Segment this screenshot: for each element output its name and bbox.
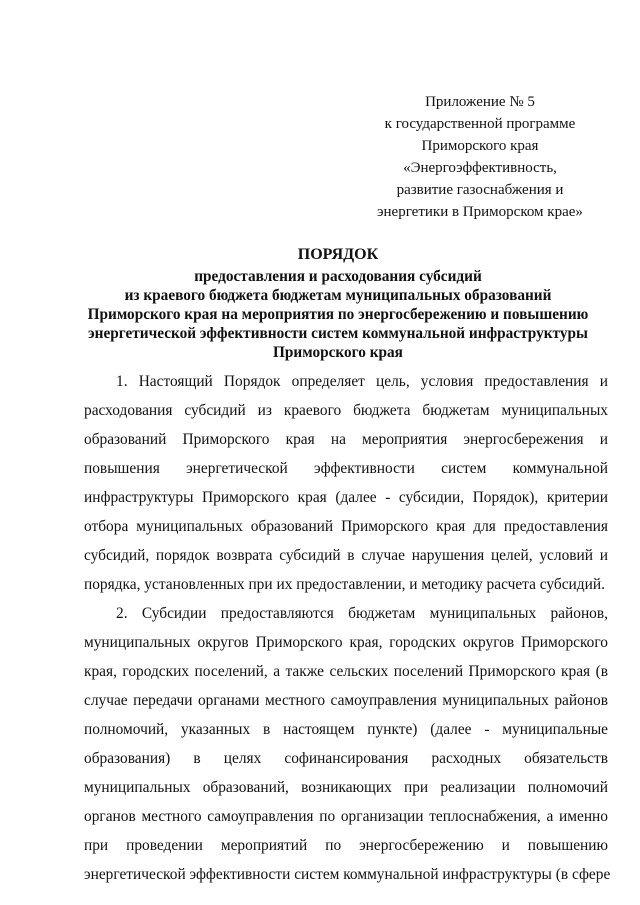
appendix-line-3: Приморского края <box>421 138 539 154</box>
paragraph-line: инфраструктуры Приморского края (далее - субсидии, Порядок), критерии <box>84 489 608 506</box>
paragraph-line: расходования субсидий из краевого бюджета бюджетам муниципальных <box>84 402 608 419</box>
paragraph-line: 1. Настоящий Порядок определяет цель, условия предоставления и <box>116 373 608 390</box>
paragraph-line: энергетической эффективности систем коммунальной инфраструктуры (в сфере <box>84 866 611 883</box>
paragraph-line: 2. Субсидии предоставляются бюджетам муниципальных районов, <box>116 605 608 622</box>
appendix-line-2: к государственной программе <box>384 116 576 132</box>
paragraph-line: муниципальных округов Приморского края, городских округов Приморского <box>84 634 608 651</box>
paragraph-line: случае передачи органами местного самоуправления муниципальных районов <box>84 692 608 709</box>
paragraph-line: образований Приморского края на мероприятия энергосбережения и <box>84 431 608 448</box>
title-main: ПОРЯДОК <box>297 246 379 263</box>
paragraph-line: края, городских поселений, а также сельских поселений Приморского края (в <box>84 663 608 680</box>
paragraph-line: при проведении мероприятий по энергосбережению и повышению <box>84 837 608 854</box>
appendix-line-5: развитие газоснабжения и <box>396 182 564 198</box>
title-line-5: Приморского края <box>273 344 403 361</box>
document-body <box>84 367 611 889</box>
title-line-4: энергетической эффективности систем коммунальной инфраструктуры <box>88 325 588 342</box>
paragraph-line: субсидий, порядок возврата субсидий в случае нарушения целей, условий и <box>84 547 608 564</box>
appendix-line-1: Приложение № 5 <box>425 94 535 110</box>
title-line-1: предоставления и расходования субсидий <box>194 268 482 285</box>
document-title <box>40 243 636 362</box>
title-line-3: Приморского края на мероприятия по энергосбережению и повышению <box>87 306 589 323</box>
appendix-line-4: «Энергоэффективность, <box>403 160 557 176</box>
paragraph-line: повышения энергетической эффективности систем коммунальной <box>84 460 608 477</box>
paragraph-line: полномочий, указанных в настоящем пункте) (далее - муниципальные <box>84 721 608 738</box>
title-line-2: из краевого бюджета бюджетам муниципальных образований <box>124 287 552 304</box>
paragraph-line: муниципальных образований, возникающих при реализации полномочий <box>84 779 608 796</box>
paragraph-line: органов местного самоуправления по организации теплоснабжения, а именно <box>84 808 608 825</box>
paragraph-line: образования) в целях софинансирования расходных обязательств <box>84 750 608 767</box>
paragraph-1 <box>84 367 608 599</box>
paragraph-2 <box>84 599 611 889</box>
appendix-heading <box>330 91 630 223</box>
paragraph-line: отбора муниципальных образований Приморского края для предоставления <box>84 518 608 535</box>
paragraph-line: порядка, установленных при их предоставлении, и методику расчета субсидий. <box>84 576 605 593</box>
appendix-line-6: энергетики в Приморском крае» <box>377 204 583 220</box>
